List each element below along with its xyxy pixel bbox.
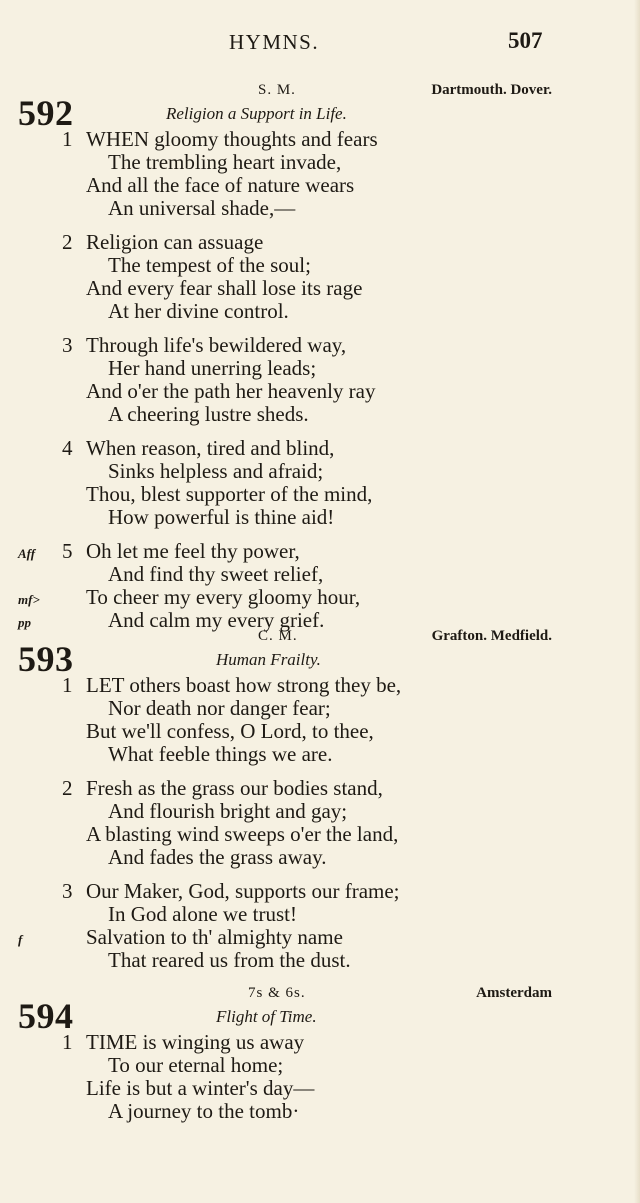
verse-line	[0, 174, 640, 197]
verse-text: To our eternal home;	[108, 1053, 284, 1077]
stanza	[0, 231, 640, 323]
hymn-subject: Flight of Time.	[216, 1007, 317, 1026]
verse-line	[0, 800, 640, 823]
verse-line	[0, 777, 640, 800]
verse-text: Religion can assuage	[86, 230, 264, 254]
stanza-list	[0, 674, 640, 983]
hymn-meter: C. M.	[258, 628, 298, 644]
verse-line	[0, 380, 640, 403]
hymn-592	[0, 82, 640, 632]
verse-line	[0, 926, 640, 949]
hymn-number: 594	[18, 996, 74, 1036]
dynamic-mark: pp	[18, 615, 31, 630]
verse-text: Thou, blest supporter of the mind,	[86, 482, 373, 506]
verse-number: 3	[62, 879, 73, 903]
stanza	[0, 777, 640, 869]
hymn-meter: 7s & 6s.	[248, 985, 306, 1001]
verse-text: When reason, tired and blind,	[86, 436, 335, 460]
verse-line	[0, 846, 640, 869]
verse-text: A blasting wind sweeps o'er the land,	[86, 822, 399, 846]
verse-text: The tempest of the soul;	[108, 253, 311, 277]
verse-text: And find thy sweet relief,	[108, 562, 324, 586]
verse-line	[0, 1054, 640, 1077]
verse-text: Through life's bewildered way,	[86, 333, 347, 357]
verse-text: To cheer my every gloomy hour,	[86, 585, 361, 609]
verse-number: 2	[62, 230, 73, 254]
dynamic-mark: mf>	[18, 592, 40, 607]
verse-line	[0, 277, 640, 300]
dynamic-mark: f	[18, 932, 23, 947]
verse-line	[0, 880, 640, 903]
stanza-list	[0, 128, 640, 643]
verse-number: 5	[62, 539, 73, 563]
verse-line	[0, 334, 640, 357]
verse-line	[0, 231, 640, 254]
verse-line	[0, 460, 640, 483]
verse-text: At her divine control.	[108, 299, 289, 323]
hymn-meta	[0, 628, 640, 650]
stanza	[0, 437, 640, 529]
verse-text: That reared us from the dust.	[108, 948, 351, 972]
verse-text: And o'er the path her heavenly ray	[86, 379, 376, 403]
verse-text: Salvation to th' almighty name	[86, 925, 343, 949]
verse-line	[0, 720, 640, 743]
verse-number: 2	[62, 776, 73, 800]
verse-number: 3	[62, 333, 73, 357]
stanza	[0, 540, 640, 632]
verse-text: The trembling heart invade,	[108, 150, 342, 174]
page-number: 507	[508, 28, 543, 53]
hymn-tunes: Amsterdam	[476, 985, 552, 1001]
running-head	[0, 30, 640, 60]
hymn-subject: Religion a Support in Life.	[166, 104, 347, 123]
verse-line	[0, 540, 640, 563]
dynamic-mark: Aff	[18, 546, 36, 561]
verse-line	[0, 1100, 640, 1123]
verse-text: Life is but a winter's day—	[86, 1076, 315, 1100]
verse-text: Oh let me feel thy power,	[86, 539, 300, 563]
verse-line	[0, 128, 640, 151]
verse-line	[0, 903, 640, 926]
verse-text: Nor death nor danger fear;	[108, 696, 331, 720]
verse-line	[0, 949, 640, 972]
verse-line	[0, 483, 640, 506]
verse-line	[0, 254, 640, 277]
verse-text: What feeble things we are.	[108, 742, 333, 766]
verse-line	[0, 197, 640, 220]
hymn-subject: Human Frailty.	[216, 650, 321, 669]
verse-line	[0, 1077, 640, 1100]
verse-line	[0, 743, 640, 766]
verse-line	[0, 823, 640, 846]
hymn-meter: S. M.	[258, 82, 296, 98]
verse-line	[0, 300, 640, 323]
verse-number: 4	[62, 436, 73, 460]
verse-text: A journey to the tomb·	[108, 1099, 300, 1123]
running-title: HYMNS.	[229, 30, 320, 54]
stanza	[0, 334, 640, 426]
verse-line	[0, 403, 640, 426]
verse-line	[0, 437, 640, 460]
verse-text: How powerful is thine aid!	[108, 505, 335, 529]
verse-line	[0, 586, 640, 609]
verse-line	[0, 697, 640, 720]
hymn-number: 592	[18, 93, 74, 133]
hymn-594	[0, 985, 640, 1123]
verse-line	[0, 357, 640, 380]
stanza	[0, 880, 640, 972]
verse-text: But we'll confess, O Lord, to thee,	[86, 719, 374, 743]
hymn-tunes: Grafton. Medfield.	[431, 628, 552, 644]
verse-number: 1	[62, 1030, 73, 1054]
verse-text: And fades the grass away.	[108, 845, 327, 869]
verse-text: Sinks helpless and afraid;	[108, 459, 324, 483]
verse-line	[0, 506, 640, 529]
verse-text: An universal shade,—	[108, 196, 296, 220]
verse-text: In God alone we trust!	[108, 902, 297, 926]
verse-text: And calm my every grief.	[108, 608, 325, 632]
hymn-number: 593	[18, 639, 74, 679]
verse-text: Our Maker, God, supports our frame;	[86, 879, 400, 903]
verse-text: A cheering lustre sheds.	[108, 402, 309, 426]
verse-line	[0, 151, 640, 174]
verse-line	[0, 674, 640, 697]
verse-text: LET others boast how strong they be,	[86, 673, 402, 697]
verse-text: TIME is winging us away	[86, 1030, 305, 1054]
hymn-593	[0, 628, 640, 972]
stanza	[0, 674, 640, 766]
stanza	[0, 1031, 640, 1123]
hymn-meta	[0, 985, 640, 1007]
verse-text: Her hand unerring leads;	[108, 356, 317, 380]
stanza-list	[0, 1031, 640, 1134]
verse-number: 1	[62, 673, 73, 697]
verse-line	[0, 563, 640, 586]
stanza	[0, 128, 640, 220]
verse-number: 1	[62, 127, 73, 151]
verse-text: And all the face of nature wears	[86, 173, 355, 197]
verse-line	[0, 1031, 640, 1054]
hymn-meta	[0, 82, 640, 104]
verse-text: Fresh as the grass our bodies stand,	[86, 776, 383, 800]
hymn-tunes: Dartmouth. Dover.	[431, 82, 552, 98]
verse-text: And every fear shall lose its rage	[86, 276, 363, 300]
verse-text: WHEN gloomy thoughts and fears	[86, 127, 378, 151]
verse-text: And flourish bright and gay;	[108, 799, 348, 823]
